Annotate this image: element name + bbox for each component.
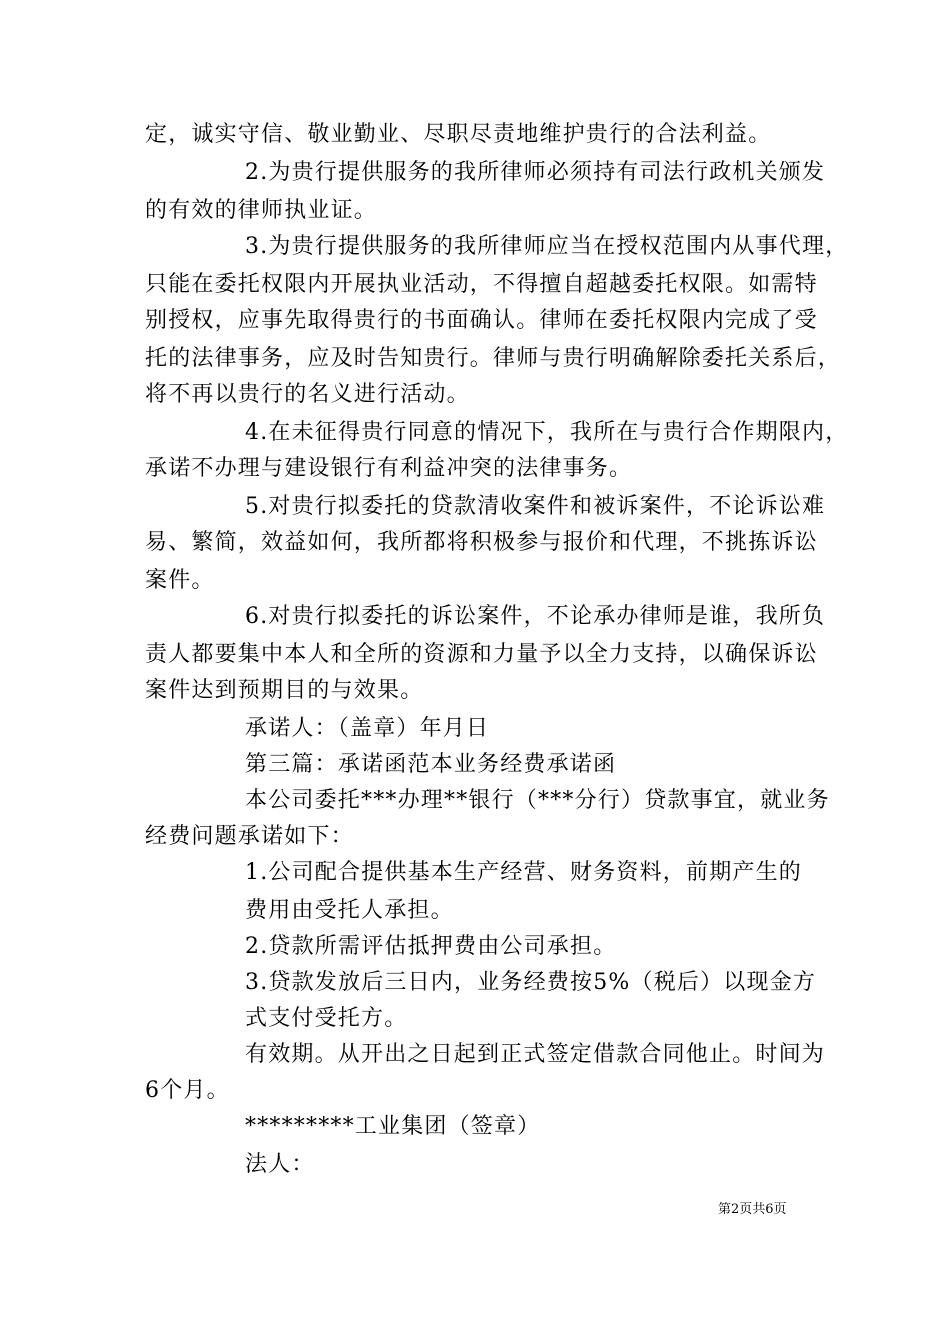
text-line: 2.为贵行提供服务的我所律师必须持有司法行政机关颁发 xyxy=(245,160,826,185)
text-line: 5.对贵行拟委托的贷款清收案件和被诉案件，不论诉讼难 xyxy=(245,494,826,519)
text-line: 案件达到预期目的与效果。 xyxy=(145,678,424,703)
text-line: 6个月。 xyxy=(145,1078,230,1103)
text-line: 有效期。从开出之日起到正式签定借款合同他止。时间为 xyxy=(245,1042,826,1067)
text-line: 案件。 xyxy=(145,568,215,593)
text-line: 6.对贵行拟委托的诉讼案件，不论承办律师是谁，我所负 xyxy=(245,604,826,629)
text-line: 定，诚实守信、敬业勤业、尽职尽责地维护贵行的合法利益。 xyxy=(145,122,772,147)
page-number: 第2页共6页 xyxy=(718,1202,787,1217)
text-line: 承诺人：（盖章）年月日 xyxy=(245,716,490,741)
text-line: *********工业集团（签章） xyxy=(245,1114,541,1139)
text-line: 式支付受托方。 xyxy=(245,1006,408,1031)
text-line: 易、繁简，效益如何，我所都将积极参与报价和代理，不挑拣诉讼 xyxy=(145,530,818,555)
text-line: 将不再以贵行的名义进行活动。 xyxy=(145,382,470,407)
text-line: 1.公司配合提供基本生产经营、财务资料，前期产生的 xyxy=(245,860,802,885)
text-line: 责人都要集中本人和全所的资源和力量予以全力支持，以确保诉讼 xyxy=(145,642,818,667)
text-line: 费用由受托人承担。 xyxy=(245,898,454,923)
text-line: 托的法律事务，应及时告知贵行。律师与贵行明确解除委托关系后， xyxy=(145,346,842,371)
text-line: 只能在委托权限内开展执业活动，不得擅自超越委托权限。如需特 xyxy=(145,272,818,297)
text-line: 3.贷款发放后三日内，业务经费按5%（税后）以现金方 xyxy=(245,970,817,995)
text-line: 3.为贵行提供服务的我所律师应当在授权范围内从事代理， xyxy=(245,234,849,259)
text-line: 4.在未征得贵行同意的情况下，我所在与贵行合作期限内， xyxy=(245,420,849,445)
text-line: 第三篇：承诺函范本业务经费承诺函 xyxy=(245,752,617,777)
text-line: 的有效的律师执业证。 xyxy=(145,198,378,223)
text-line: 2.贷款所需评估抵押费由公司承担。 xyxy=(245,934,617,959)
text-line: 本公司委托***办理**银行（***分行）贷款事宜，就业务 xyxy=(245,788,830,813)
text-line: 承诺不办理与建设银行有利益冲突的法律事务。 xyxy=(145,456,633,481)
text-line: 经费问题承诺如下： xyxy=(145,824,354,849)
text-line: 别授权，应事先取得贵行的书面确认。律师在委托权限内完成了受 xyxy=(145,308,818,333)
text-line: 法人： xyxy=(245,1152,315,1177)
